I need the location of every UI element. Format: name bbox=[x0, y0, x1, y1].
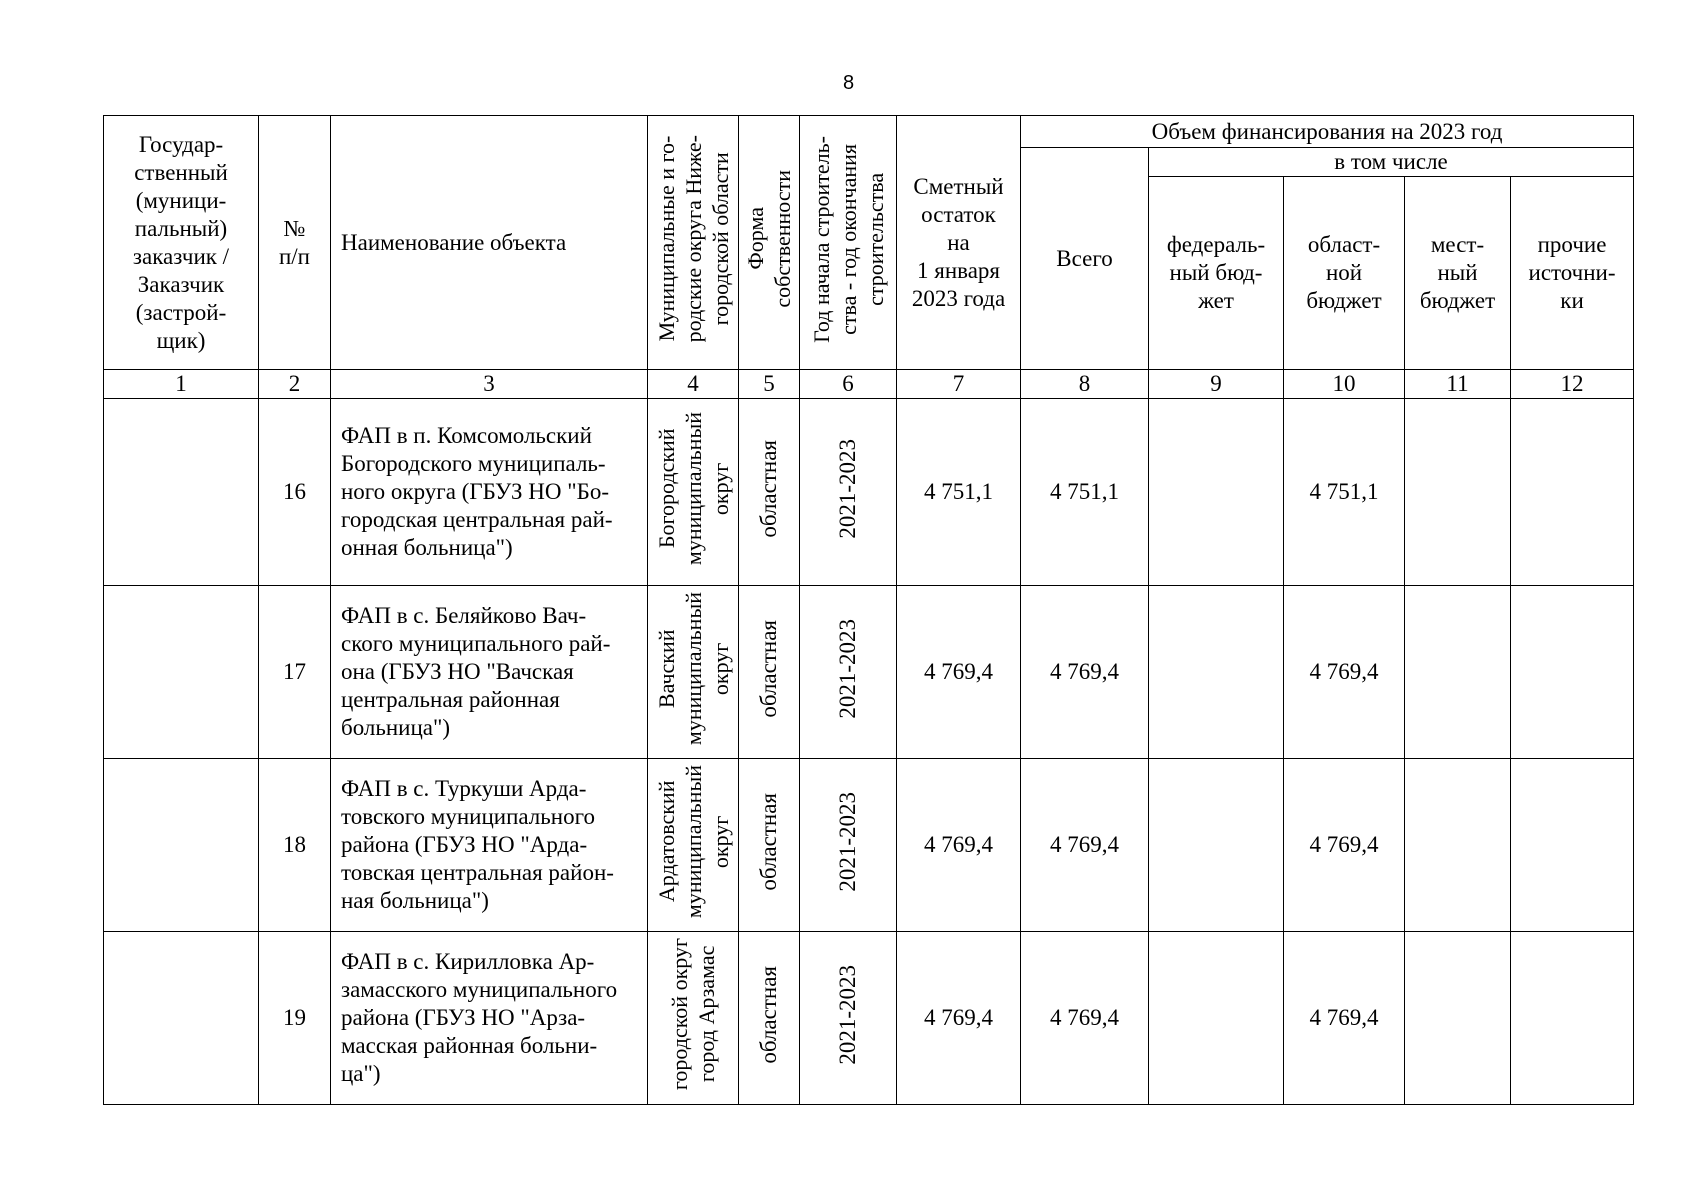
text-line: округ bbox=[707, 642, 733, 695]
table-row bbox=[104, 932, 1634, 1105]
text-line: ФАП в п. Комсомольский bbox=[341, 423, 592, 448]
ownership-text: областная bbox=[756, 792, 781, 891]
cell-other bbox=[1511, 759, 1634, 932]
header-regional bbox=[1284, 177, 1405, 370]
text-line: округ bbox=[707, 462, 733, 515]
column-number: 6 bbox=[800, 370, 897, 399]
text-line: ФАП в с. Беляйково Вач- bbox=[341, 603, 587, 628]
text-line: Государ- bbox=[138, 131, 224, 157]
header-federal bbox=[1149, 177, 1284, 370]
cell-ownership bbox=[739, 759, 800, 932]
cell-total: 4 769,4 bbox=[1021, 586, 1149, 759]
text-line: источни- bbox=[1528, 260, 1616, 285]
cell-regional: 4 751,1 bbox=[1284, 399, 1405, 586]
cell-federal bbox=[1149, 759, 1284, 932]
text-line: федераль- bbox=[1166, 232, 1266, 257]
text-line: Вачский bbox=[653, 629, 679, 708]
cell-regional: 4 769,4 bbox=[1284, 932, 1405, 1105]
text-line: п/п bbox=[278, 243, 310, 269]
cell-ownership bbox=[739, 399, 800, 586]
years-text: 2021-2023 bbox=[835, 964, 860, 1065]
municipality-text bbox=[666, 938, 720, 1090]
cell-federal bbox=[1149, 932, 1284, 1105]
cell-total: 4 769,4 bbox=[1021, 759, 1149, 932]
text-line: городской округ bbox=[667, 938, 692, 1091]
text-line: района (ГБУЗ НО "Арза- bbox=[341, 1005, 586, 1030]
years-text: 2021-2023 bbox=[835, 791, 860, 892]
cell-other bbox=[1511, 932, 1634, 1105]
cell-local bbox=[1405, 932, 1511, 1105]
cell-ownership bbox=[739, 586, 800, 759]
cell-customer bbox=[104, 759, 259, 932]
cell-customer bbox=[104, 932, 259, 1105]
header-municipality bbox=[648, 116, 739, 370]
text-line: Форма bbox=[743, 207, 768, 271]
text-line: ственный bbox=[134, 159, 228, 185]
cell-customer bbox=[104, 399, 259, 586]
column-number: 2 bbox=[259, 370, 331, 399]
cell-num: 17 bbox=[259, 586, 331, 759]
column-number: 10 bbox=[1284, 370, 1405, 399]
text-line: собственности bbox=[770, 170, 795, 308]
header-including: в том числе bbox=[1149, 148, 1634, 177]
cell-years bbox=[800, 399, 897, 586]
text-line: ный бюд- bbox=[1169, 260, 1263, 285]
text-line: 1 января bbox=[917, 257, 1000, 283]
column-number: 12 bbox=[1511, 370, 1634, 399]
cell-num: 19 bbox=[259, 932, 331, 1105]
text-line: ки bbox=[1560, 288, 1584, 313]
text-line: района (ГБУЗ НО "Арда- bbox=[341, 832, 588, 857]
cell-federal bbox=[1149, 586, 1284, 759]
header-customer bbox=[104, 116, 259, 370]
text-line: заказчик / bbox=[132, 243, 230, 269]
municipality-text bbox=[653, 765, 734, 918]
cell-regional: 4 769,4 bbox=[1284, 586, 1405, 759]
table-row bbox=[104, 399, 1634, 586]
cell-municipality bbox=[648, 586, 739, 759]
cell-num: 18 bbox=[259, 759, 331, 932]
text-line: городская центральная рай- bbox=[341, 507, 613, 532]
cell-regional: 4 769,4 bbox=[1284, 759, 1405, 932]
text-line: пальный) bbox=[134, 215, 228, 241]
text-line: област- bbox=[1307, 232, 1381, 257]
text-line: она (ГБУЗ НО "Вачская bbox=[341, 659, 574, 684]
text-line: ной bbox=[1325, 260, 1363, 285]
cell-estimate: 4 769,4 bbox=[897, 586, 1021, 759]
cell-object-name bbox=[331, 759, 648, 932]
text-line: замасского муниципального bbox=[341, 977, 618, 1002]
text-line: ный bbox=[1437, 260, 1478, 285]
financing-table bbox=[103, 115, 1634, 1105]
text-line: прочие bbox=[1537, 232, 1607, 257]
text-line: городской области bbox=[707, 152, 733, 326]
cell-municipality bbox=[648, 399, 739, 586]
table-row bbox=[104, 586, 1634, 759]
cell-federal bbox=[1149, 399, 1284, 586]
text-line: Богородский bbox=[653, 428, 679, 549]
column-number: 11 bbox=[1405, 370, 1511, 399]
cell-object-name bbox=[331, 586, 648, 759]
cell-local bbox=[1405, 586, 1511, 759]
header-other bbox=[1511, 177, 1634, 370]
text-line: мест- bbox=[1430, 232, 1485, 257]
cell-municipality bbox=[648, 759, 739, 932]
column-number: 7 bbox=[897, 370, 1021, 399]
text-line: ная больница") bbox=[341, 888, 489, 913]
text-line: (застрой- bbox=[135, 299, 227, 325]
text-line: 2023 года bbox=[911, 285, 1006, 311]
text-line: (муници- bbox=[135, 187, 227, 213]
text-line: товская центральная район- bbox=[341, 860, 614, 885]
cell-total: 4 769,4 bbox=[1021, 932, 1149, 1105]
text-line: жет bbox=[1198, 288, 1234, 313]
text-line: округ bbox=[707, 815, 733, 868]
text-line: центральная районная bbox=[341, 687, 560, 712]
text-line: родские округа Ниже- bbox=[680, 135, 706, 343]
text-line: город Арзамас bbox=[694, 946, 719, 1083]
cell-years bbox=[800, 932, 897, 1105]
column-number: 3 bbox=[331, 370, 648, 399]
column-number: 1 bbox=[104, 370, 259, 399]
text-line: остаток bbox=[921, 201, 996, 227]
ownership-text: областная bbox=[756, 439, 781, 538]
text-line: ского муниципального рай- bbox=[341, 631, 611, 656]
cell-estimate: 4 751,1 bbox=[897, 399, 1021, 586]
text-line: ФАП в с. Кирилловка Ар- bbox=[341, 949, 595, 974]
table-row bbox=[104, 759, 1634, 932]
text-line: Ардатовский bbox=[653, 780, 679, 903]
text-line: ца") bbox=[341, 1061, 381, 1086]
text-line: Муниципальные и го- bbox=[653, 136, 679, 342]
text-line: Сметный bbox=[913, 173, 1004, 199]
column-number: 4 bbox=[648, 370, 739, 399]
text-line: муниципальный bbox=[680, 411, 706, 566]
text-line: бюджет bbox=[1306, 288, 1382, 313]
header-ownership bbox=[739, 116, 800, 370]
cell-object-name bbox=[331, 399, 648, 586]
municipality-text bbox=[653, 592, 734, 745]
text-line: на bbox=[947, 229, 970, 255]
cell-years bbox=[800, 759, 897, 932]
municipality-text bbox=[653, 412, 734, 565]
header-num bbox=[259, 116, 331, 370]
header-estimate bbox=[897, 116, 1021, 370]
header-local bbox=[1405, 177, 1511, 370]
text-line: муниципальный bbox=[680, 591, 706, 746]
text-line: Год начала строитель- bbox=[808, 135, 834, 343]
text-line: больница") bbox=[341, 715, 451, 740]
cell-ownership bbox=[739, 932, 800, 1105]
cell-estimate: 4 769,4 bbox=[897, 759, 1021, 932]
cell-other bbox=[1511, 586, 1634, 759]
cell-customer bbox=[104, 586, 259, 759]
header-total: Всего bbox=[1021, 148, 1149, 370]
text-line: ства - год окончания bbox=[835, 143, 861, 335]
years-text: 2021-2023 bbox=[835, 438, 860, 539]
ownership-text: областная bbox=[756, 965, 781, 1064]
column-number: 5 bbox=[739, 370, 800, 399]
text-line: ФАП в с. Туркуши Арда- bbox=[341, 776, 587, 801]
column-numbers-row bbox=[104, 370, 1634, 399]
cell-municipality bbox=[648, 932, 739, 1105]
cell-num: 16 bbox=[259, 399, 331, 586]
text-line: ного округа (ГБУЗ НО "Бо- bbox=[341, 479, 610, 504]
header-object-name: Наименование объекта bbox=[331, 116, 648, 370]
text-line: строительства bbox=[862, 172, 888, 306]
cell-object-name bbox=[331, 932, 648, 1105]
text-line: муниципальный bbox=[680, 764, 706, 919]
header-financing: Объем финансирования на 2023 год bbox=[1021, 116, 1634, 148]
text-line: онная больница") bbox=[341, 535, 513, 560]
cell-years bbox=[800, 586, 897, 759]
cell-total: 4 751,1 bbox=[1021, 399, 1149, 586]
ownership-text: областная bbox=[756, 619, 781, 718]
column-number: 9 bbox=[1149, 370, 1284, 399]
years-text: 2021-2023 bbox=[835, 618, 860, 719]
column-number: 8 bbox=[1021, 370, 1149, 399]
text-line: Заказчик bbox=[137, 271, 225, 297]
text-line: бюджет bbox=[1419, 288, 1496, 313]
text-line: щик) bbox=[156, 327, 206, 353]
page-number: 8 bbox=[842, 72, 855, 94]
text-line: № bbox=[283, 215, 306, 241]
cell-local bbox=[1405, 759, 1511, 932]
text-line: Богородского муниципаль- bbox=[341, 451, 606, 476]
cell-other bbox=[1511, 399, 1634, 586]
cell-local bbox=[1405, 399, 1511, 586]
text-line: товского муниципального bbox=[341, 804, 595, 829]
header-years bbox=[800, 116, 897, 370]
text-line: масская районная больни- bbox=[341, 1033, 598, 1058]
cell-estimate: 4 769,4 bbox=[897, 932, 1021, 1105]
